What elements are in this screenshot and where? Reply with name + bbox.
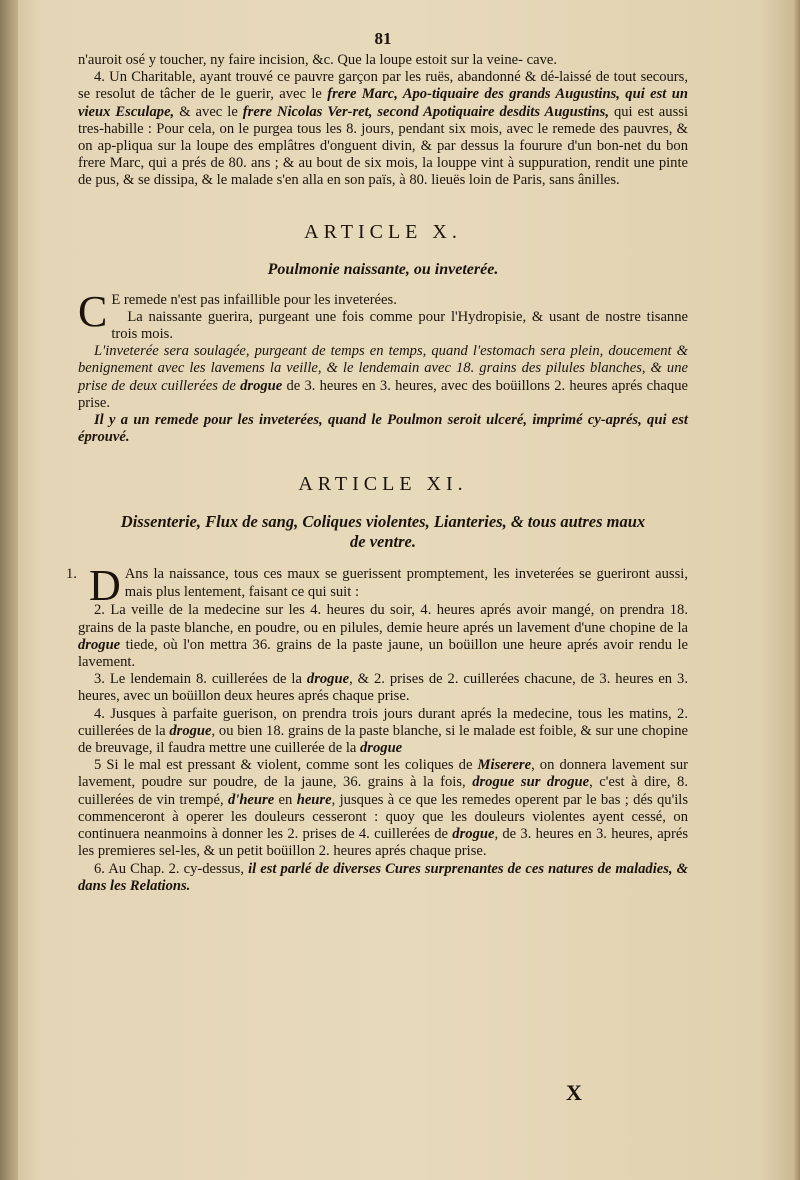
- italic-span: il est parlé de diverses Cures surprenantes de ces natures de maladies, & dans les Relations.: [78, 860, 688, 894]
- text-span: , on donnera lavement sur lavement, poudre sur poudre, de la jaune, 36. grains à la fois,: [78, 757, 688, 791]
- article-x-heading: ARTICLE X.: [304, 220, 462, 243]
- paragraph: [78, 343, 688, 412]
- text-span: , de 3. heures en 3. heures, aprés les premieres sel-les, & un petit boüillon 2. heures aprés chaque prise.: [78, 826, 688, 860]
- italic-span: frere Marc, Apo-tiquaire des grands Augustins, qui est un vieux Esculape,: [78, 86, 688, 120]
- italic-span: drogue: [452, 826, 495, 843]
- text-span: Ans la naissance, tous ces maux se guerissent promptement, les inveterées se gueriront aussi, mais plus lentement, faisant ce qui suit :: [124, 566, 688, 600]
- drop-cap-letter: C: [78, 286, 108, 336]
- paragraph: La naissante guerira, purgeant une fois comme pour l'Hydropisie, & usant de nostre tisanne trois mois.: [111, 308, 688, 343]
- italic-span: drogue sur drogue: [472, 774, 590, 791]
- text-span: de 3. heures en 3. heures, avec des boüillons 2. heures aprés chaque prise.: [78, 377, 688, 411]
- paragraph-item-4: [78, 706, 688, 758]
- page-binding-edge: [0, 0, 18, 1180]
- text-span: L'inveterée sera soulagée, purgeant de temps en temps, quand l'estomach sera plein, doucement & benignement avec les lavemens la veille, & le lendemain avec 18. grains des pilules blanches, & une prise de deux cuillerées de: [78, 343, 688, 394]
- signature-mark: X: [566, 1080, 582, 1105]
- text-span: 4. Jusques à parfaite guerison, on prendra trois jours durant aprés la medecine, tous les matins, 2. cuillerées de la: [78, 705, 688, 739]
- italic-span: drogue: [240, 377, 283, 394]
- paragraph-item-5: [78, 757, 688, 860]
- article-xi-subtitle: Dissenterie, Flux de sang, Coliques violentes, Lianteries, & tous autres maux de ventre.: [120, 512, 646, 552]
- paragraph-item-6: [78, 861, 688, 895]
- paragraph-note: Il y a un remede pour les inveterées, quand le Poulmon seroit ulceré, imprimé cy-aprés, qui est éprouvé.: [78, 412, 688, 446]
- text-span: cave.: [526, 52, 558, 68]
- paragraph-item-4: [78, 69, 688, 189]
- text-span: 5 Si le mal est pressant & violent, comme sont les coliques de: [94, 757, 478, 774]
- page-content: [66, 29, 689, 895]
- page-outer-edge: [794, 0, 800, 1180]
- item-number: 4.: [94, 69, 105, 86]
- article-xi-body: [66, 561, 689, 894]
- italic-span: drogue: [169, 722, 212, 739]
- text-span: & avec le: [174, 103, 243, 120]
- text-span: Un Charitable, ayant trouvé ce pauvre garçon par les ruës, abandonné & dé-laissé de tout secours, se resolut de tâcher de le guerir, avec le: [78, 69, 688, 103]
- paragraph-item-3: [78, 671, 688, 705]
- italic-span: heure: [296, 791, 332, 808]
- article-xi-heading: ARTICLE XI.: [298, 473, 468, 496]
- text-span: 2. La veille de la medecine sur les 4. heures du soir, 4. heures aprés avoir mangé, on prendra 18. grains de la paste blanche, en poudre, ou en pilules, demie heure aprés un lavement d'une chopine de la: [78, 602, 688, 636]
- continued-text-block: [78, 52, 688, 190]
- item-number: 1.: [66, 566, 77, 583]
- italic-span: frere Nicolas Ver-ret, second Apotiquaire desdits Augustins,: [242, 103, 609, 120]
- italic-span: drogue: [360, 740, 403, 757]
- text-span: , & 2. prises de 2. cuillerées chacune, de 3. heures en 3. heures, avec un boüillon deux heures aprés chaque prise.: [78, 671, 688, 705]
- text-span: , ou bien 18. grains de la paste blanche, si le malade est foible, & sur une chopine de breuvage, il faudra mettre une cuillerée de la: [78, 722, 688, 757]
- paragraph-item-2: [78, 602, 688, 671]
- article-x-subtitle: Poulmonie naissante, ou inveterée.: [267, 260, 499, 278]
- text-span: n'auroit osé y toucher, ny faire incision, &c. Que la loupe estoit sur la veine-: [78, 52, 523, 68]
- text-span: en: [274, 791, 297, 808]
- italic-span: Miserere: [477, 757, 532, 774]
- page-number: 81: [374, 29, 392, 48]
- article-x-body: [78, 286, 688, 447]
- text-span: , jusques à ce que les remedes operent par le bas ; dés qu'ils commenceront à operer les douleurs cesseront : quoy que les douleurs violentes ayent cessé, on continuera neanmoins à donner les 2. prises de 4. cuillerées de: [78, 791, 689, 843]
- italic-span: drogue: [78, 636, 121, 653]
- text-line: [78, 52, 688, 69]
- text-span: qui est aussi tres-habille : Pour cela, on le purgea tous les 8. jours, pendant six mois, avec le remede des pauvres, & on ap-pliqua sur la loupe des emplâtres d'onguent divin, & par dessus la fourure d'un bon-net du bon frere Marc, qui a prés de 80. ans ; & au bout de six mois, la louppe vint à suppuration, rendit une pinte de pus, & se dissipa, & le malade s'en alla en son païs, à 80. lieuës loin de Paris, sans ânilles.: [78, 103, 688, 189]
- text-span: 3. Le lendemain 8. cuillerées de la: [94, 671, 307, 688]
- italic-span: drogue: [306, 671, 350, 688]
- text-span: , c'est à dire, 8. cuillerées de vin trempé,: [78, 774, 688, 808]
- italic-span: d'heure: [227, 791, 275, 808]
- text-span: 6. Au Chap. 2. cy-dessus,: [94, 860, 249, 877]
- paragraph: E remede n'est pas infaillible pour les inveterées.: [111, 291, 397, 308]
- text-span: tiede, où l'on mettra 36. grains de la paste jaune, un boüillon une heure aprés avoir rendu le lavement.: [78, 636, 688, 671]
- paragraph-item-1: [66, 561, 688, 611]
- drop-cap-letter: D: [88, 561, 121, 611]
